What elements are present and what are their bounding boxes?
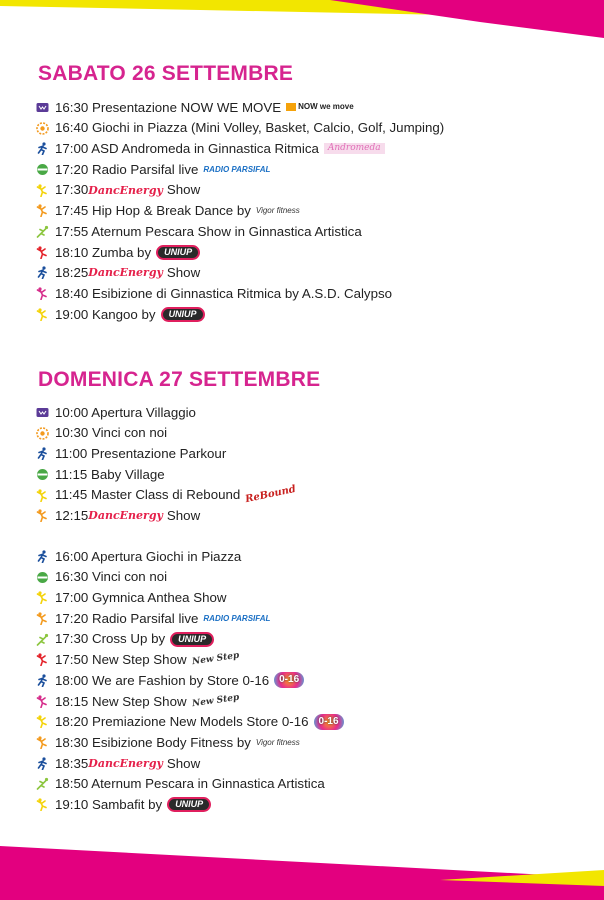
schedule-item-text: 11:00 Presentazione Parkour <box>55 446 227 462</box>
dancer-icon <box>36 509 49 522</box>
vigor-fitness-logo: Vigor fitness <box>255 205 300 215</box>
top-decoration <box>0 0 604 40</box>
andromeda-logo: Andromeda <box>324 143 385 154</box>
schedule-item <box>36 485 596 506</box>
schedule-item-text: 11:45 Master Class di Rebound <box>55 487 241 503</box>
schedule-item-time: 17:30 <box>55 182 89 198</box>
day-title-sunday: DOMENICA 27 SETTEMBRE <box>38 368 321 391</box>
schedule-item-text: 18:10 Zumba by <box>55 244 152 260</box>
day-title-saturday: SABATO 26 SETTEMBRE <box>38 62 294 85</box>
new-step-logo: New Step <box>191 651 240 668</box>
schedule-item <box>36 464 596 485</box>
dancer-icon <box>36 184 49 197</box>
runner-icon <box>36 142 49 155</box>
store-0-16-logo: 0-16 <box>314 714 344 730</box>
schedule-item <box>36 138 596 159</box>
schedule-item-text: 16:40 Giochi in Piazza (Mini Volley, Basket, Calcio, Golf, Jumping) <box>55 120 445 136</box>
schedule-item <box>36 732 596 753</box>
schedule-item-text: 18:15 New Step Show <box>55 693 187 709</box>
dancer-icon <box>36 591 49 604</box>
schedule-item <box>36 97 596 118</box>
schedule-item-text: Show <box>166 755 201 771</box>
schedule-item <box>36 712 596 733</box>
schedule-item <box>36 443 596 464</box>
schedule-item-text: 16:30 Vinci con noi <box>55 569 168 585</box>
dance-energy-logo: DancEnergy <box>88 183 163 197</box>
dancer-icon <box>36 715 49 728</box>
schedule-item-text: 19:00 Kangoo by <box>55 306 156 322</box>
schedule-item <box>36 774 596 795</box>
schedule-sunday-afternoon <box>36 546 596 815</box>
schedule-item-text: 18:30 Esibizione Body Fitness by <box>55 734 251 750</box>
schedule-item <box>36 629 596 650</box>
schedule-item <box>36 180 596 201</box>
new-step-logo: New Step <box>191 692 240 709</box>
dancer-icon <box>36 653 49 666</box>
schedule-item <box>36 670 596 691</box>
dancer-icon <box>36 489 49 502</box>
schedule-item-text: 17:45 Hip Hop & Break Dance by <box>55 203 251 219</box>
schedule-item <box>36 587 596 608</box>
runner-icon <box>36 550 49 563</box>
schedule-item <box>36 546 596 567</box>
disc-icon <box>36 163 49 176</box>
schedule-item-text: 11:15 Baby Village <box>55 466 165 482</box>
logo-badge-icon <box>36 101 49 114</box>
disc-icon <box>36 468 49 481</box>
schedule-item <box>36 567 596 588</box>
uniup-logo: UNIUP <box>161 307 205 322</box>
gymnast-icon <box>36 633 49 646</box>
schedule-item <box>36 794 596 815</box>
disc-icon <box>36 571 49 584</box>
schedule-item-text: 17:00 ASD Andromeda in Ginnastica Ritmica <box>55 141 319 157</box>
schedule-item-text: Show <box>166 182 201 198</box>
schedule-item <box>36 118 596 139</box>
schedule-item <box>36 608 596 629</box>
gymnast-icon <box>36 225 49 238</box>
schedule-item-text: 10:30 Vinci con noi <box>55 425 168 441</box>
runner-icon <box>36 674 49 687</box>
logo-badge-icon <box>36 406 49 419</box>
radio-parsifal-logo: RADIO PARSIFAL <box>203 164 271 174</box>
dance-energy-logo: DancEnergy <box>88 509 163 523</box>
schedule-item-text: Show <box>166 508 201 524</box>
schedule-item-text: 18:20 Premiazione New Models Store 0-16 <box>55 714 309 730</box>
schedule-item-text: 17:30 Cross Up by <box>55 631 166 647</box>
schedule-item-time: 18:25 <box>55 265 89 281</box>
schedule-item <box>36 691 596 712</box>
schedule-item <box>36 402 596 423</box>
dancer-icon <box>36 287 49 300</box>
runner-icon <box>36 447 49 460</box>
vigor-fitness-logo: Vigor fitness <box>255 737 300 747</box>
schedule-sunday-morning <box>36 402 596 526</box>
schedule-saturday <box>36 97 596 325</box>
dancer-icon <box>36 736 49 749</box>
schedule-item-text: 18:50 Aternum Pescara in Ginnastica Artistica <box>55 776 325 792</box>
gear-icon <box>36 427 49 440</box>
schedule-item <box>36 263 596 284</box>
schedule-item <box>36 200 596 221</box>
schedule-item <box>36 159 596 180</box>
dance-energy-logo: DancEnergy <box>88 756 163 770</box>
gymnast-icon <box>36 777 49 790</box>
dancer-icon <box>36 308 49 321</box>
schedule-item <box>36 649 596 670</box>
schedule-item-text: 18:40 Esibizione di Ginnastica Ritmica by A.S.D. Calypso <box>55 285 393 301</box>
schedule-item <box>36 283 596 304</box>
schedule-item-text: 17:55 Aternum Pescara Show in Ginnastica Artistica <box>55 223 362 239</box>
schedule-item-text: 17:20 Radio Parsifal live <box>55 161 199 177</box>
schedule-item-text: 16:30 Presentazione NOW WE MOVE <box>55 99 282 115</box>
schedule-item-text: 17:20 Radio Parsifal live <box>55 610 199 626</box>
radio-parsifal-logo: RADIO PARSIFAL <box>203 613 271 623</box>
schedule-item <box>36 423 596 444</box>
uniup-logo: UNIUP <box>156 245 200 260</box>
runner-icon <box>36 757 49 770</box>
schedule-item-text: 18:00 We are Fashion by Store 0-16 <box>55 672 270 688</box>
schedule-item <box>36 505 596 526</box>
schedule-item-text: 10:00 Apertura Villaggio <box>55 404 196 420</box>
dancer-icon <box>36 695 49 708</box>
dancer-icon <box>36 204 49 217</box>
schedule-item <box>36 242 596 263</box>
schedule-item-text: 19:10 Sambafit by <box>55 796 163 812</box>
schedule-item-text: Show <box>166 265 201 281</box>
gear-icon <box>36 122 49 135</box>
schedule-item-text: 17:00 Gymnica Anthea Show <box>55 590 227 606</box>
schedule-item-time: 18:35 <box>55 755 89 771</box>
dance-energy-logo: DancEnergy <box>88 266 163 280</box>
schedule-item <box>36 221 596 242</box>
dancer-icon <box>36 612 49 625</box>
store-0-16-logo: 0-16 <box>274 672 304 688</box>
bottom-decoration <box>0 840 604 900</box>
schedule-item-text: 16:00 Apertura Giochi in Piazza <box>55 548 242 564</box>
schedule-item-text: 17:50 New Step Show <box>55 652 187 668</box>
now-we-move-logo: NOW we move <box>286 103 354 111</box>
uniup-logo: UNIUP <box>170 632 214 647</box>
schedule-item <box>36 304 596 325</box>
runner-icon <box>36 266 49 279</box>
uniup-logo: UNIUP <box>167 797 211 812</box>
dancer-icon <box>36 246 49 259</box>
schedule-item <box>36 753 596 774</box>
dancer-icon <box>36 798 49 811</box>
schedule-item-time: 12:15 <box>55 508 89 524</box>
rebound-logo: ReBound <box>244 483 298 506</box>
